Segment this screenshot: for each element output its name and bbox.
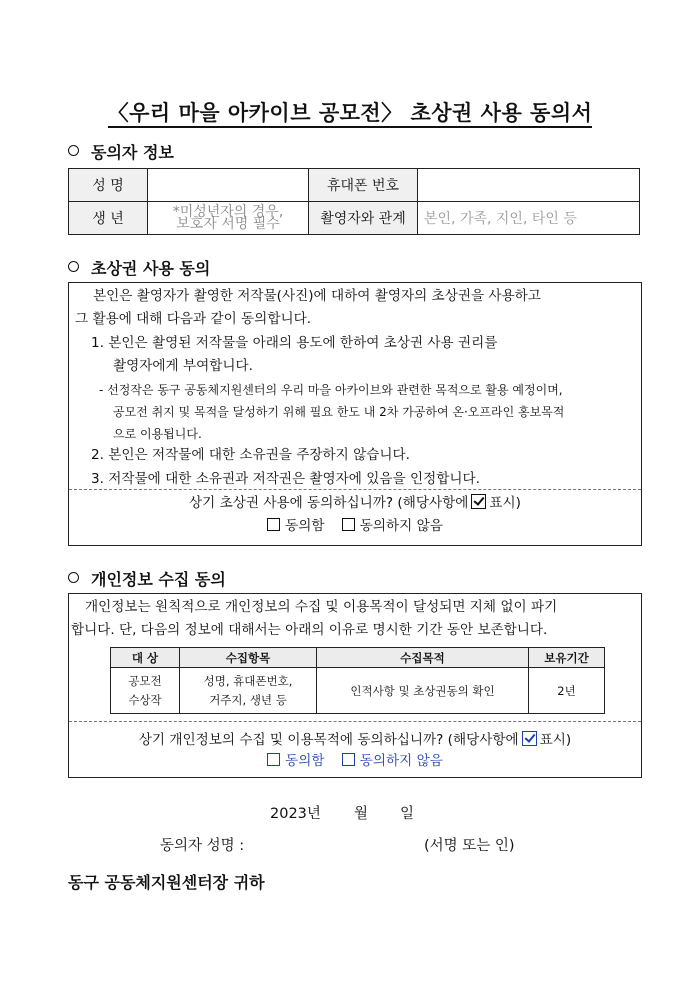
consenter-info-table (68, 168, 640, 235)
usage-note-line-2: 공모전 취지 및 목적을 달성하기 위해 필요 한도 내 2차 가공하여 온·오프라인 홍보목적 (113, 405, 565, 419)
privacy-agree-option[interactable]: 동의함 (267, 753, 324, 769)
addressee: 동구 공동체지원센터장 귀하 (68, 873, 265, 892)
table-header-items: 수집항목 (180, 648, 317, 668)
portrait-item-1-line-1: 1. 본인은 촬영된 저작물을 아래의 용도에 한하여 초상권 사용 권리를 (91, 335, 498, 351)
relation-label: 촬영자와 관계 (309, 202, 418, 235)
checked-box-icon (471, 494, 486, 509)
portrait-intro-line-2: 그 활용에 대해 다음과 같이 동의합니다. (75, 311, 312, 327)
circle-bullet-icon (68, 261, 79, 272)
privacy-consent-box (68, 593, 642, 778)
row-target: 공모전 수상작 (111, 668, 180, 714)
row-period: 2년 (529, 668, 605, 714)
sign-note: (서명 또는 인) (424, 838, 515, 854)
privacy-disagree-option[interactable]: 동의하지 않음 (342, 753, 443, 769)
portrait-section-heading: 초상권 사용 동의 (68, 256, 210, 279)
dashed-divider (69, 489, 641, 490)
document-title: 〈우리 마을 아카이브 공모전〉 초상권 사용 동의서 (0, 97, 700, 127)
phone-field[interactable] (418, 169, 640, 202)
date-day: 일 (400, 806, 415, 822)
portrait-consent-box (68, 282, 642, 546)
table-header-purpose: 수집목적 (317, 648, 529, 668)
date-year: 2023년 (270, 806, 321, 822)
portrait-agree-option[interactable]: 동의함 (267, 518, 324, 534)
usage-note-line-1: - 선정작은 동구 공동체지원센터의 우리 마을 아카이브와 관련한 목적으로 활용 예정이며, (99, 383, 563, 397)
table-row (111, 668, 605, 714)
checkbox-icon[interactable] (342, 518, 355, 531)
checkbox-icon[interactable] (342, 753, 355, 766)
circle-bullet-icon (68, 145, 79, 156)
checked-box-icon (522, 731, 537, 746)
name-field[interactable] (148, 169, 309, 202)
table-header-period: 보유기간 (529, 648, 605, 668)
date-month: 월 (354, 806, 369, 822)
portrait-disagree-option[interactable]: 동의하지 않음 (342, 518, 443, 534)
checkbox-icon[interactable] (267, 518, 280, 531)
privacy-intro-line-1: 개인정보는 원칙적으로 개인정보의 수집 및 이용목적이 달성되면 지체 없이 파기 (85, 599, 558, 615)
minor-note-line-2: 보호자 서명 필수 (176, 216, 280, 232)
privacy-intro-line-2: 합니다. 단, 다음의 정보에 대해서는 아래의 이유로 명시한 기간 동안 보존합니다. (71, 622, 548, 638)
usage-note-line-3: 으로 이용됩니다. (113, 427, 202, 441)
row-items: 성명, 휴대폰번호, 거주지, 생년 등 (180, 668, 317, 714)
birth-label: 생 년 (69, 202, 148, 235)
portrait-item-3: 3. 저작물에 대한 소유권과 저작권은 촬영자에 있음을 인정합니다. (91, 471, 480, 487)
minor-note-line-1: *미성년자의 경우, (172, 204, 284, 220)
phone-label: 휴대폰 번호 (309, 169, 418, 202)
portrait-consent-question: 상기 초상권 사용에 동의하십니까? (해당사항에 표시) (189, 495, 521, 511)
privacy-section-heading: 개인정보 수집 동의 (68, 567, 226, 590)
table-header-target: 대 상 (111, 648, 180, 668)
retention-table (110, 647, 605, 714)
birth-field[interactable] (148, 202, 309, 235)
signer-label: 동의자 성명 : (160, 838, 245, 854)
relation-field[interactable]: 본인, 가족, 지인, 타인 등 (418, 202, 640, 235)
portrait-intro-line-1: 본인은 촬영자가 촬영한 저작물(사진)에 대하여 촬영자의 초상권을 사용하고 (93, 288, 541, 304)
name-label: 성 명 (69, 169, 148, 202)
portrait-consent-options (69, 516, 641, 537)
portrait-item-2: 2. 본인은 저작물에 대한 소유권을 주장하지 않습니다. (91, 447, 410, 463)
privacy-consent-options (69, 751, 641, 772)
portrait-item-1-line-2: 촬영자에게 부여합니다. (113, 358, 253, 374)
row-purpose: 인적사항 및 초상권동의 확인 (317, 668, 529, 714)
signer-name-field[interactable] (258, 830, 418, 852)
consenter-section-heading: 동의자 정보 (68, 140, 174, 163)
checkbox-icon[interactable] (267, 753, 280, 766)
dashed-divider (69, 721, 641, 722)
circle-bullet-icon (68, 572, 79, 583)
privacy-consent-question: 상기 개인정보의 수집 및 이용목적에 동의하십니까? (해당사항에 표시) (138, 732, 572, 748)
